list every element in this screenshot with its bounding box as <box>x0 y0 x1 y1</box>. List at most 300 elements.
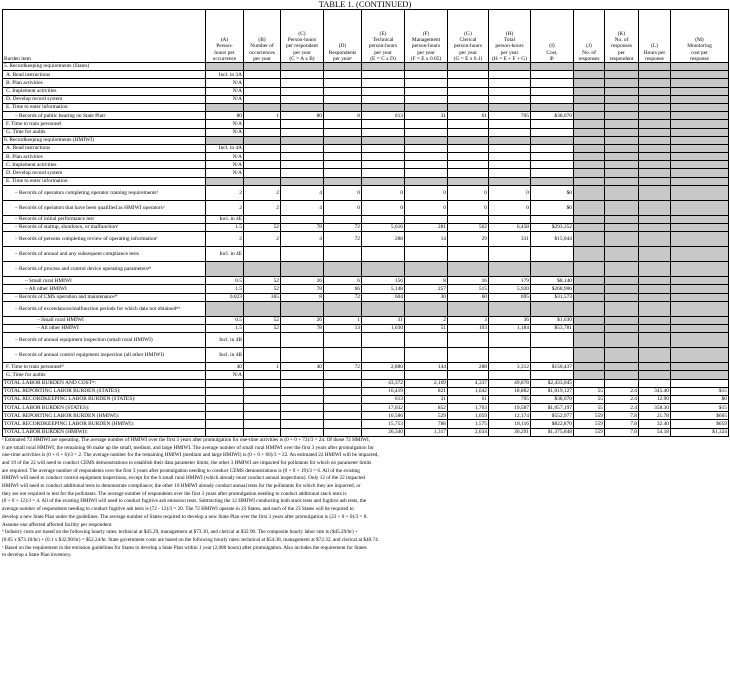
table-cell <box>574 324 605 332</box>
table-cell <box>639 71 671 79</box>
table-cell <box>244 177 281 185</box>
table-row <box>3 428 729 436</box>
table-cell <box>531 169 574 177</box>
table-cell <box>206 420 244 428</box>
table-cell <box>244 301 281 316</box>
header-text: person-hours <box>368 43 398 50</box>
table-cell <box>639 87 671 95</box>
table-cell: 6 <box>324 277 362 285</box>
table-cell: 144 <box>405 363 448 371</box>
table-cell: 2.4 <box>605 404 639 412</box>
table-row <box>3 404 729 412</box>
table-cell: 31 <box>405 395 448 403</box>
table-cell: 562 <box>448 224 489 232</box>
burden-item-label: – Records of process and control device operating parametersᵍʰ <box>3 262 206 277</box>
burden-item-label: F. Time to train personnel <box>3 120 206 128</box>
table-cell <box>281 262 324 277</box>
table-cell <box>605 301 639 316</box>
table-body <box>3 63 729 437</box>
table-cell: $15,044 <box>531 232 574 247</box>
table-cell: 0 <box>362 200 405 215</box>
table-cell <box>574 161 605 169</box>
table-cell <box>448 301 489 316</box>
table-cell <box>574 247 605 262</box>
column-header <box>639 10 671 63</box>
table-cell: 345.40 <box>639 387 671 395</box>
footnote-line: they are not required to test for the pollutants. The average number of respondents over the first 3 years after promulgation needing to conduct additional stack tests is <box>2 490 347 497</box>
table-cell <box>531 71 574 79</box>
table-cell <box>574 262 605 277</box>
table-cell <box>605 200 639 215</box>
table-cell: 66 <box>324 285 362 293</box>
table-cell: $659 <box>671 420 729 428</box>
burden-item-label: – Records of operators completing operator training requirementsᵈ <box>3 185 206 200</box>
table-cell <box>489 371 531 379</box>
table-cell: 0 <box>489 185 531 200</box>
header-text: (A) <box>220 37 229 44</box>
table-row <box>3 103 729 111</box>
table-cell: 281 <box>405 224 448 232</box>
table-cell: 0 <box>324 200 362 215</box>
header-text: per <box>618 49 625 56</box>
header-text: (H) <box>505 30 514 37</box>
table-cell: 0 <box>489 200 531 215</box>
table-cell <box>405 153 448 161</box>
table-cell <box>362 79 405 87</box>
table-cell <box>405 333 448 348</box>
table-cell: 12,174 <box>489 412 531 420</box>
table-cell <box>244 348 281 363</box>
table-cell <box>639 379 671 387</box>
table-cell <box>605 371 639 379</box>
burden-item-label: – Records of startup, shutdown, or malfunctionᵉ <box>3 224 206 232</box>
table-row <box>3 420 729 428</box>
table-cell <box>324 348 362 363</box>
table-cell <box>574 103 605 111</box>
header-text: (G) <box>464 30 472 37</box>
table-cell <box>324 301 362 316</box>
table-cell: 51 <box>405 324 448 332</box>
table-cell: 78 <box>281 224 324 232</box>
table-cell <box>605 79 639 87</box>
table-cell <box>605 120 639 128</box>
table-cell <box>362 103 405 111</box>
table-cell: 515 <box>448 285 489 293</box>
table-cell <box>281 333 324 348</box>
document-page <box>2 0 728 560</box>
table-cell <box>281 95 324 103</box>
header-text: (C = A x B) <box>289 55 315 62</box>
table-cell <box>531 262 574 277</box>
table-cell <box>531 128 574 136</box>
table-cell <box>324 136 362 144</box>
table-cell <box>671 363 729 371</box>
table-cell <box>671 371 729 379</box>
table-cell: 1 <box>244 363 281 371</box>
table-cell <box>206 428 244 436</box>
table-cell <box>324 169 362 177</box>
table-cell <box>405 215 448 223</box>
table-cell <box>605 185 639 200</box>
footnote-line: 6 are small rural HMIWI; the remaining 66 make up the small, medium, and large HMIWI. The average number of small rural HMIWI over the first 3 years after promulgation for <box>2 444 374 451</box>
table-cell: 2 <box>244 232 281 247</box>
table-cell <box>244 395 281 403</box>
table-cell: 1,317 <box>405 428 448 436</box>
footnote-line: Assume one affected affected facility per respondent. <box>2 521 113 528</box>
table-cell <box>362 95 405 103</box>
table-cell <box>671 103 729 111</box>
table-row <box>3 232 729 247</box>
header-text: per year <box>253 55 271 62</box>
table-cell <box>362 348 405 363</box>
header-text: (B) <box>258 37 266 44</box>
header-text: per year <box>293 49 311 56</box>
table-cell <box>489 95 531 103</box>
table-cell: 49,878 <box>489 379 531 387</box>
table-cell <box>489 333 531 348</box>
header-text: response <box>645 55 664 62</box>
burden-item-label: B. Plan activities <box>3 79 206 87</box>
table-cell <box>206 262 244 277</box>
table-cell <box>639 185 671 200</box>
table-cell <box>639 128 671 136</box>
table-cell <box>281 387 324 395</box>
header-text: (F = E x 0.05) <box>410 55 442 62</box>
header-text: Number of <box>250 43 274 50</box>
table-cell <box>605 169 639 177</box>
table-cell: 15,753 <box>362 420 405 428</box>
table-cell: $293,352 <box>531 224 574 232</box>
table-cell <box>405 169 448 177</box>
table-row <box>3 285 729 293</box>
table-cell <box>405 247 448 262</box>
header-text: Person- <box>216 43 233 50</box>
table-cell <box>324 63 362 71</box>
table-cell: $2,433,045 <box>531 379 574 387</box>
table-row <box>3 144 729 152</box>
table-cell: 613 <box>362 112 405 120</box>
table-cell <box>244 79 281 87</box>
table-cell <box>639 112 671 120</box>
table-cell <box>671 247 729 262</box>
table-cell: 529 <box>405 412 448 420</box>
table-cell: 358.30 <box>639 404 671 412</box>
table-cell <box>244 95 281 103</box>
header-text: Management <box>411 37 441 44</box>
table-cell <box>244 247 281 262</box>
table-cell <box>324 412 362 420</box>
burden-item-label: – Small rural HMIWI <box>3 277 206 285</box>
header-text: (E = C x D) <box>370 55 396 62</box>
table-cell <box>671 232 729 247</box>
table-cell: 8 <box>281 293 324 301</box>
table-cell <box>574 153 605 161</box>
table-cell <box>206 412 244 420</box>
table-cell <box>574 177 605 185</box>
table-cell: $0 <box>531 185 574 200</box>
burden-item-label: – Records of annual and any subsequent compliance tests <box>3 247 206 262</box>
table-cell: 61 <box>448 112 489 120</box>
table-cell <box>206 395 244 403</box>
table-cell <box>605 293 639 301</box>
table-cell <box>281 215 324 223</box>
table-cell <box>206 387 244 395</box>
table-cell: Incl. in 4E <box>206 215 244 223</box>
table-cell <box>671 87 729 95</box>
column-header <box>531 10 574 63</box>
burden-item-label: – All other HMIWI <box>3 285 206 293</box>
table-cell <box>574 371 605 379</box>
table-cell <box>281 177 324 185</box>
table-cell <box>639 103 671 111</box>
burden-item-label: TOTAL LABOR BURDEN AND COSTᵐ: <box>3 379 206 387</box>
header-text: person-hours <box>453 43 483 50</box>
table-cell <box>639 224 671 232</box>
table-cell: 18,116 <box>489 420 531 428</box>
footnote-line: HMIWI will need to conduct additional tests to demonstrate compliance; the other 10 HMIWI already conduct annual tests for the pollutants for which they are impacted, or <box>2 483 361 490</box>
table-cell: 0.5 <box>206 316 244 324</box>
table-cell <box>639 247 671 262</box>
table-cell <box>531 333 574 348</box>
table-cell <box>405 301 448 316</box>
table-cell <box>362 144 405 152</box>
table-cell: 54.18 <box>639 428 671 436</box>
table-cell <box>281 161 324 169</box>
table-row <box>3 161 729 169</box>
table-cell: $53,781 <box>531 324 574 332</box>
table-cell: 1,030 <box>362 324 405 332</box>
table-cell <box>639 293 671 301</box>
table-cell <box>324 333 362 348</box>
table-cell: 72 <box>324 363 362 371</box>
table-cell <box>605 87 639 95</box>
table-cell <box>574 120 605 128</box>
table-cell <box>489 120 531 128</box>
header-text: (K) <box>617 30 626 37</box>
table-cell: 613 <box>362 395 405 403</box>
table-cell <box>448 103 489 111</box>
table-cell <box>244 103 281 111</box>
header-text: responses <box>611 43 632 50</box>
table-cell <box>244 412 281 420</box>
table-cell <box>244 169 281 177</box>
table-cell: N/A <box>206 128 244 136</box>
table-cell <box>605 262 639 277</box>
table-cell <box>405 262 448 277</box>
burden-item-label: G. Time for audits <box>3 128 206 136</box>
table-cell: 72 <box>324 293 362 301</box>
table-cell <box>362 215 405 223</box>
table-cell <box>281 348 324 363</box>
table-cell <box>448 144 489 152</box>
table-cell: N/A <box>206 79 244 87</box>
table-cell <box>574 63 605 71</box>
table-cell: 1,703 <box>448 404 489 412</box>
table-row <box>3 412 729 420</box>
burden-item-label: – Records of exceedances/malfunction periods for which data not obtainedʲʸᵏ <box>3 301 206 316</box>
table-cell <box>605 215 639 223</box>
table-cell <box>671 285 729 293</box>
burden-item-label: – Records of persons completing review of operating informationᶠ <box>3 232 206 247</box>
table-cell <box>671 333 729 348</box>
table-cell <box>574 348 605 363</box>
table-cell <box>531 247 574 262</box>
table-cell <box>281 87 324 95</box>
table-cell <box>281 371 324 379</box>
table-cell <box>489 103 531 111</box>
table-cell <box>324 161 362 169</box>
table-cell <box>531 301 574 316</box>
table-cell <box>639 120 671 128</box>
table-cell <box>244 379 281 387</box>
table-cell <box>605 277 639 285</box>
table-cell <box>324 153 362 161</box>
table-cell <box>362 301 405 316</box>
table-row <box>3 224 729 232</box>
table-cell <box>448 95 489 103</box>
burden-item-label: C. Implement activities <box>3 161 206 169</box>
table-cell <box>489 79 531 87</box>
table-cell <box>639 333 671 348</box>
table-cell <box>244 153 281 161</box>
table-cell <box>639 63 671 71</box>
table-cell <box>324 79 362 87</box>
table-cell: $822,870 <box>531 420 574 428</box>
table-cell <box>244 420 281 428</box>
table-cell: 0 <box>405 185 448 200</box>
table-cell <box>639 371 671 379</box>
column-header <box>206 10 244 63</box>
table-cell: 6,458 <box>489 224 531 232</box>
table-cell <box>574 95 605 103</box>
table-cell <box>489 63 531 71</box>
header-text: per respondent <box>286 43 318 50</box>
table-cell <box>281 412 324 420</box>
table-cell: 2 <box>206 200 244 215</box>
footnotes <box>2 437 728 560</box>
table-cell <box>531 144 574 152</box>
table-cell: $268,906 <box>531 285 574 293</box>
table-cell <box>639 79 671 87</box>
table-cell <box>281 247 324 262</box>
column-header <box>324 10 362 63</box>
table-row <box>3 153 729 161</box>
table-cell: N/A <box>206 153 244 161</box>
table-cell <box>531 120 574 128</box>
table-cell <box>639 363 671 371</box>
burden-item-label: G. Time for audits <box>3 371 206 379</box>
table-cell: 26 <box>281 277 324 285</box>
table-cell <box>244 87 281 95</box>
table-cell: 21.78 <box>639 412 671 420</box>
table-cell <box>448 153 489 161</box>
header-text: $ᵇ <box>549 55 555 62</box>
table-cell <box>324 404 362 412</box>
table-cell <box>405 87 448 95</box>
table-cell <box>489 161 531 169</box>
table-cell: 0 <box>448 185 489 200</box>
table-row <box>3 395 729 403</box>
table-cell <box>605 63 639 71</box>
table-cell: 17,032 <box>362 404 405 412</box>
column-header <box>362 10 405 63</box>
footnote-line: ᵇ Industry costs are based on the following hourly rates: technical at $45.29, management at $73.10, and clerical at $32.90. The composite hourly labor rate is ($45.29/hr) + <box>2 529 358 536</box>
table-cell: Incl. in 3A <box>206 71 244 79</box>
table-cell: 7.8 <box>605 428 639 436</box>
table-cell: 3,312 <box>489 363 531 371</box>
table-cell <box>574 128 605 136</box>
burden-item-label: A. Read instructions <box>3 144 206 152</box>
table-cell <box>671 128 729 136</box>
table-cell <box>639 316 671 324</box>
table-cell: 1 <box>244 112 281 120</box>
header-text: (F) <box>422 30 430 37</box>
table-cell <box>639 144 671 152</box>
burden-item-label: 5. Recordkeeping requirements (States) <box>3 63 206 71</box>
table-cell <box>574 87 605 95</box>
table-cell <box>362 371 405 379</box>
footnote-line: HMIWI will need to conduct control equipment inspections, except for the 6 small rural HMIWI (which already must conduct annual inspections). Only 12 of the 22 impacted <box>2 475 366 482</box>
table-cell <box>206 301 244 316</box>
table-cell <box>605 348 639 363</box>
burden-item-label: TOTAL RECORDKEEPING LABOR BURDEN (HMIWI): <box>3 420 206 428</box>
table-cell: $1,324 <box>671 428 729 436</box>
table-cell <box>671 324 729 332</box>
table-cell <box>574 215 605 223</box>
table-cell <box>448 161 489 169</box>
table-cell: N/A <box>206 371 244 379</box>
footnote-line: average number of respondents needing to conduct fugitive ash tests is (72 - 12)/3 = 20. The 72 HMIWI operate in 23 States, and each of the 23 States will be required to <box>2 506 354 513</box>
table-cell <box>574 333 605 348</box>
table-cell <box>281 128 324 136</box>
table-row <box>3 348 729 363</box>
table-cell <box>605 103 639 111</box>
table-cell: $665 <box>671 412 729 420</box>
header-text: (J) <box>586 43 592 50</box>
table-cell <box>605 333 639 348</box>
table-cell <box>244 128 281 136</box>
burden-item-label: A. Read instructions <box>3 71 206 79</box>
burden-item-label: D. Develop record system <box>3 169 206 177</box>
table-cell <box>324 379 362 387</box>
table-cell: 2,169 <box>405 379 448 387</box>
table-cell <box>324 144 362 152</box>
table-cell <box>244 144 281 152</box>
table-cell <box>324 387 362 395</box>
table-cell: 78 <box>281 285 324 293</box>
table-cell <box>574 169 605 177</box>
burden-item-label: – All other HMIWI <box>3 324 206 332</box>
table-cell: $0 <box>671 395 729 403</box>
burden-item-label: C. Implement activities <box>3 87 206 95</box>
table-cell: 31 <box>362 316 405 324</box>
table-row <box>3 247 729 262</box>
table-cell <box>574 293 605 301</box>
table-cell <box>362 262 405 277</box>
table-cell: N/A <box>206 120 244 128</box>
table-row <box>3 371 729 379</box>
table-cell: 52 <box>244 277 281 285</box>
table-cell <box>574 232 605 247</box>
column-header <box>671 10 729 63</box>
table-cell: Incl. in 4B <box>206 348 244 363</box>
table-cell: $1,375,848 <box>531 428 574 436</box>
table-cell <box>281 136 324 144</box>
table-cell: 1.5 <box>206 324 244 332</box>
table-cell <box>671 177 729 185</box>
table-cell: 80 <box>206 112 244 120</box>
table-cell: 52 <box>244 324 281 332</box>
